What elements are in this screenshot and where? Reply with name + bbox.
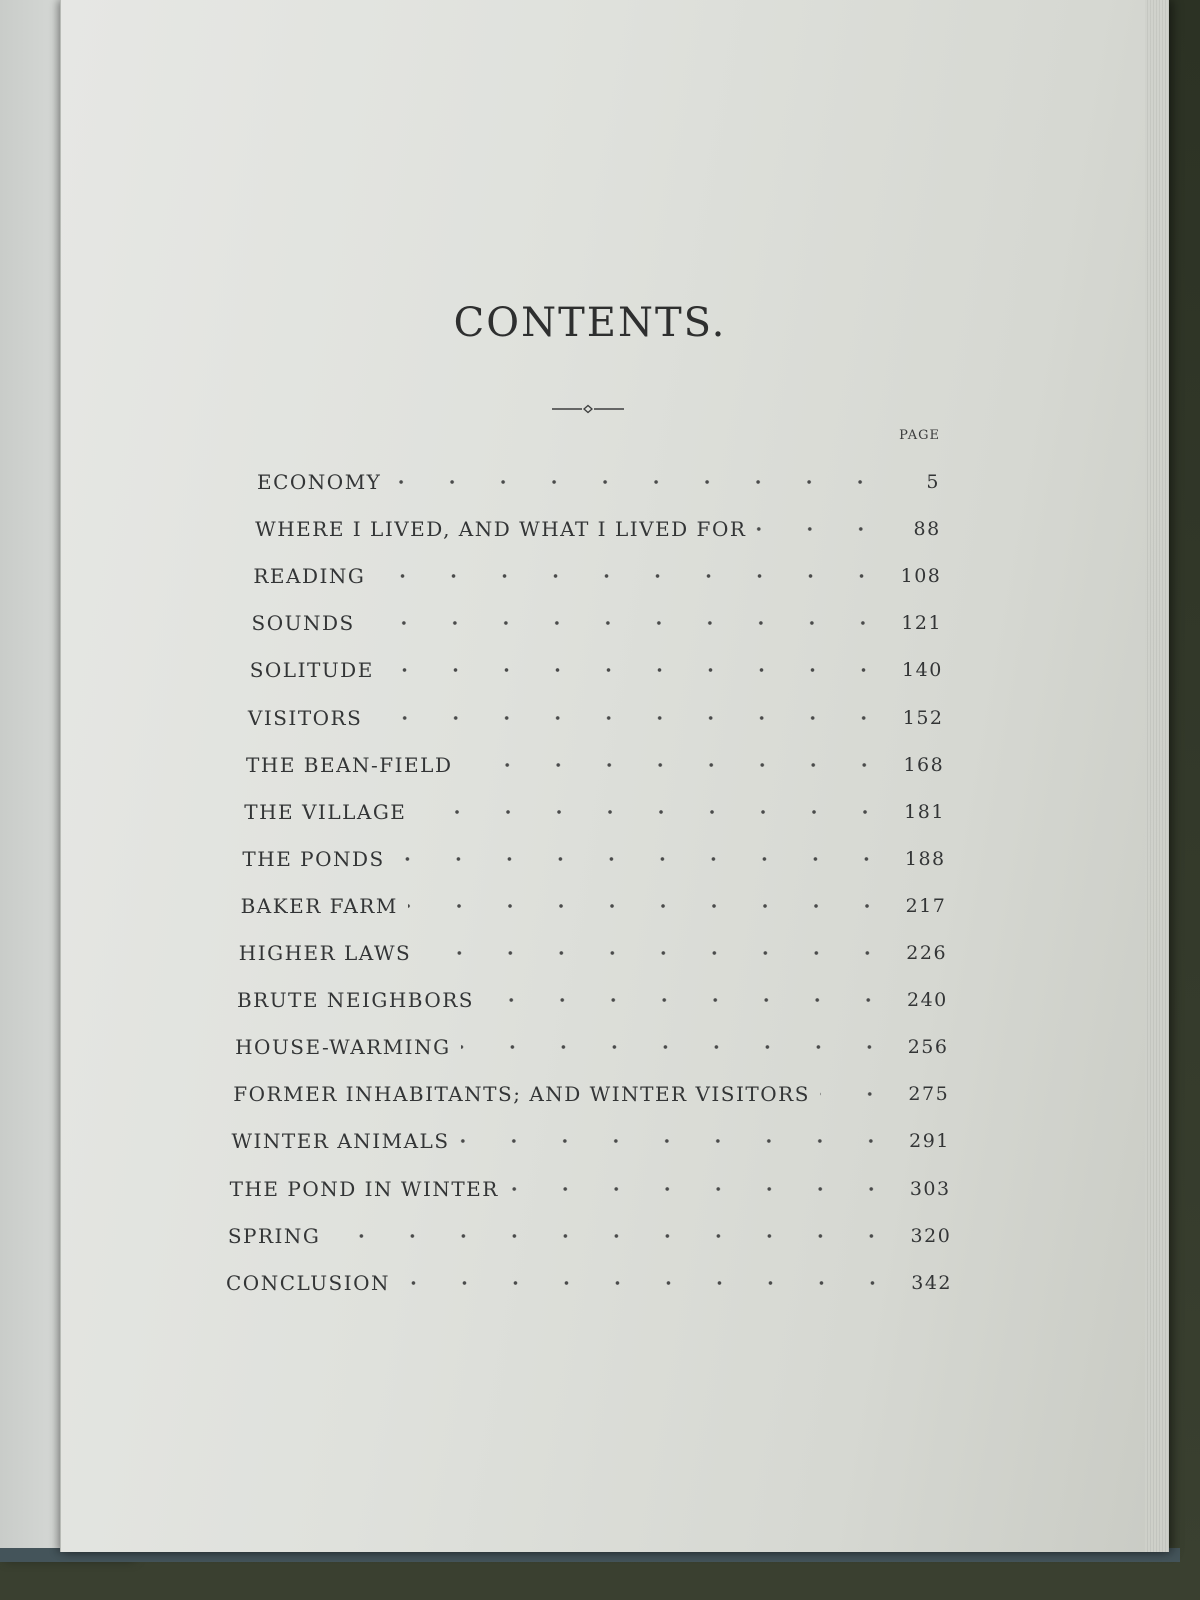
dot-leader [372, 716, 889, 720]
toc-entry [239, 937, 947, 969]
toc-entry-title: THE PONDS [242, 846, 385, 871]
toc-entry-title: ECONOMY [257, 470, 382, 494]
dot-leader [400, 1281, 898, 1285]
dot-leader [330, 1234, 897, 1238]
toc-entry-title: SOUNDS [251, 611, 355, 636]
dot-leader [460, 1139, 896, 1143]
toc-entry [226, 1267, 952, 1299]
toc-entry-title: THE BEAN-FIELD [246, 752, 453, 777]
toc-entry [231, 1125, 949, 1157]
toc-entry [250, 654, 943, 686]
toc-entry-page-number: 217 [905, 894, 947, 917]
toc-entry [242, 843, 945, 875]
toc-entry-page-number: 303 [909, 1177, 951, 1200]
toc-entry-page-number: 152 [902, 706, 944, 729]
toc-entry-title: HIGHER LAWS [238, 941, 412, 965]
toc-entry-page-number: 5 [926, 471, 940, 493]
toc-entry-page-number: 342 [911, 1271, 952, 1294]
dot-leader [391, 480, 886, 484]
toc-entry-title: SPRING [227, 1223, 321, 1248]
toc-entry-page-number: 168 [903, 753, 945, 776]
dot-leader [421, 951, 893, 955]
dot-leader [509, 1187, 897, 1191]
toc-entry [235, 1031, 948, 1063]
contents-heading: CONTENTS. [453, 300, 727, 346]
dot-leader [820, 1092, 895, 1096]
toc-entry [244, 796, 945, 828]
dot-leader [384, 668, 889, 672]
toc-entry-title: HOUSE-WARMING [235, 1035, 451, 1060]
toc-entry-page-number: 256 [907, 1036, 949, 1059]
toc-entry-title: THE POND IN WINTER [229, 1176, 499, 1201]
toc-entry-page-number: 121 [901, 612, 943, 635]
toc-entry-page-number: 320 [910, 1224, 952, 1247]
toc-entry [230, 1173, 951, 1205]
toc-entry-title: VISITORS [247, 705, 363, 730]
dot-leader [756, 527, 886, 531]
toc-entry [241, 890, 947, 922]
dot-leader [416, 810, 891, 814]
toc-entry-title: BRUTE NEIGHBORS [236, 988, 474, 1013]
toc-entry [253, 560, 941, 592]
toc-entry [228, 1220, 951, 1252]
toc-entry-title: SOLITUDE [249, 658, 374, 683]
toc-entry [237, 984, 948, 1016]
dot-leader [375, 574, 887, 578]
toc-entry [248, 702, 944, 734]
page-column-label: PAGE [899, 428, 940, 443]
dot-leader [395, 857, 892, 861]
toc-entry-page-number: 88 [913, 518, 941, 541]
toc-entry-page-number: 291 [909, 1130, 950, 1153]
toc-entry-title: FORMER INHABITANTS; AND WINTER VISITORS [233, 1082, 810, 1107]
toc-entry [255, 513, 941, 545]
toc-entry [246, 749, 944, 781]
toc-entry-title: WHERE I LIVED, AND WHAT I LIVED FOR [255, 517, 747, 542]
toc-entry-page-number: 140 [902, 659, 943, 682]
dot-leader [365, 621, 888, 625]
toc-entry-page-number: 181 [904, 800, 945, 823]
dot-leader [408, 904, 893, 908]
toc-entry-page-number: 108 [900, 565, 942, 588]
toc-entry-title: CONCLUSION [226, 1270, 391, 1295]
dot-leader [462, 763, 890, 767]
toc-entry-title: WINTER ANIMALS [231, 1129, 450, 1154]
toc-entry [233, 1078, 949, 1110]
toc-entry-title: BAKER FARM [240, 893, 398, 918]
toc-entry [257, 466, 940, 498]
toc-entry-title: READING [253, 564, 366, 589]
toc-entry-title: THE VILLAGE [244, 799, 407, 824]
toc-entry [252, 607, 943, 639]
toc-entry-page-number: 188 [904, 847, 946, 870]
toc-entry-page-number: 275 [908, 1083, 950, 1106]
dot-leader [461, 1045, 895, 1049]
toc-entry-page-number: 226 [906, 942, 948, 964]
toc-entry-page-number: 240 [906, 989, 948, 1012]
dot-leader [484, 998, 894, 1002]
